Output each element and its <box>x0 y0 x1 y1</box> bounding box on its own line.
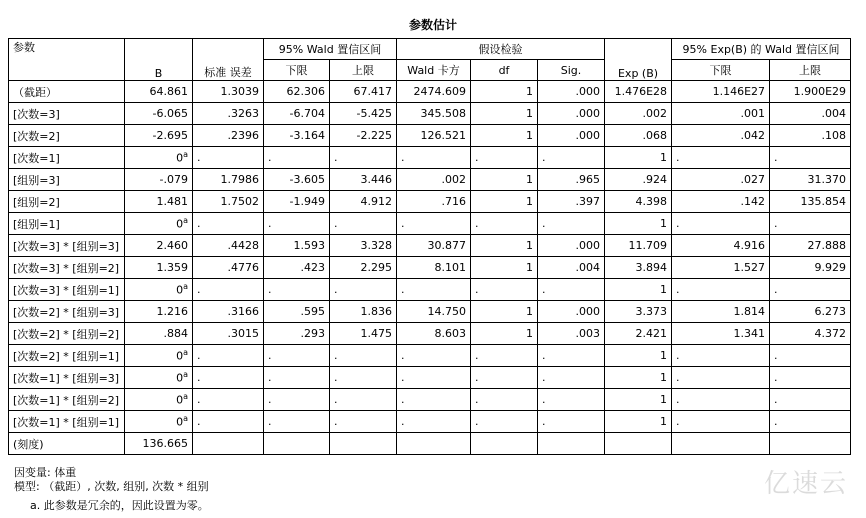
cell-ehi: 9.929 <box>770 257 851 279</box>
row-param-label: [组别=1] <box>9 213 125 235</box>
cell-se: .3015 <box>193 323 264 345</box>
cell-wald: .716 <box>397 191 471 213</box>
cell-sig: .000 <box>538 301 605 323</box>
cell-se: . <box>193 411 264 433</box>
cell-expb: 1 <box>605 345 672 367</box>
cell-hi: -5.425 <box>330 103 397 125</box>
footnote-marker: a <box>183 370 188 380</box>
cell-b: -.079 <box>125 169 193 191</box>
cell-lo: .423 <box>264 257 330 279</box>
header-test-group: 假设检验 <box>397 39 605 60</box>
cell-ehi: 1.900E29 <box>770 81 851 103</box>
cell-wald: . <box>397 213 471 235</box>
cell-expb: 2.421 <box>605 323 672 345</box>
header-ci-group: 95% Wald 置信区间 <box>264 39 397 60</box>
cell-df: 1 <box>471 103 538 125</box>
footnote-dependent: 因变量: 体重 <box>14 466 77 479</box>
footnote-model: 模型: （截距）, 次数, 组别, 次数 * 组别 <box>14 480 209 493</box>
header-wald: Wald 卡方 <box>397 60 471 81</box>
cell-wald: . <box>397 279 471 301</box>
cell-b <box>125 213 193 235</box>
cell-se: .2396 <box>193 125 264 147</box>
cell-se: 1.3039 <box>193 81 264 103</box>
cell-hi: . <box>330 411 397 433</box>
cell-df: . <box>471 213 538 235</box>
cell-value: 0 <box>176 349 184 363</box>
table-row <box>9 125 851 147</box>
table-row <box>9 235 851 257</box>
cell-sig: . <box>538 279 605 301</box>
cell-b <box>125 345 193 367</box>
table-row <box>9 279 851 301</box>
table-row <box>9 367 851 389</box>
cell-wald: 2474.609 <box>397 81 471 103</box>
cell-sig: .000 <box>538 235 605 257</box>
table-row <box>9 147 851 169</box>
cell-value: 0 <box>176 393 184 407</box>
header-b: B <box>125 39 193 81</box>
table-row <box>9 81 851 103</box>
parameter-estimates-table <box>8 38 851 455</box>
cell-sig: . <box>538 389 605 411</box>
cell-lo <box>264 433 330 455</box>
cell-b <box>125 279 193 301</box>
cell-hi: 2.295 <box>330 257 397 279</box>
cell-hi: . <box>330 213 397 235</box>
cell-value: 0 <box>176 283 184 297</box>
cell-hi: 3.328 <box>330 235 397 257</box>
cell-hi: 67.417 <box>330 81 397 103</box>
row-param-label: [次数=2] * [组别=3] <box>9 301 125 323</box>
cell-b <box>125 411 193 433</box>
cell-wald: 14.750 <box>397 301 471 323</box>
cell-lo: .595 <box>264 301 330 323</box>
cell-hi: 4.912 <box>330 191 397 213</box>
cell-wald: 126.521 <box>397 125 471 147</box>
cell-wald: .002 <box>397 169 471 191</box>
cell-ehi: . <box>770 345 851 367</box>
cell-expb <box>605 433 672 455</box>
row-param-label: [次数=3] * [组别=2] <box>9 257 125 279</box>
header-expb: Exp (B) <box>605 39 672 81</box>
cell-wald: . <box>397 147 471 169</box>
row-param-label: [次数=1] * [组别=1] <box>9 411 125 433</box>
cell-wald: 345.508 <box>397 103 471 125</box>
table-row <box>9 323 851 345</box>
cell-b: 64.861 <box>125 81 193 103</box>
cell-expb: 11.709 <box>605 235 672 257</box>
header-expci-lower: 下限 <box>672 60 770 81</box>
table-row <box>9 169 851 191</box>
cell-ehi: .108 <box>770 125 851 147</box>
cell-b: 1.481 <box>125 191 193 213</box>
cell-hi: 3.446 <box>330 169 397 191</box>
cell-df: 1 <box>471 301 538 323</box>
cell-se: .3166 <box>193 301 264 323</box>
header-expci-group: 95% Exp(B) 的 Wald 置信区间 <box>672 39 851 60</box>
cell-elo: . <box>672 367 770 389</box>
row-param-label: [次数=2] * [组别=1] <box>9 345 125 367</box>
cell-sig: .000 <box>538 81 605 103</box>
cell-expb: 1 <box>605 147 672 169</box>
cell-sig: .000 <box>538 103 605 125</box>
cell-ehi: .004 <box>770 103 851 125</box>
table-row <box>9 191 851 213</box>
cell-se: . <box>193 213 264 235</box>
cell-elo: .142 <box>672 191 770 213</box>
row-param-label: [次数=2] <box>9 125 125 147</box>
header-sig: Sig. <box>538 60 605 81</box>
cell-se: .3263 <box>193 103 264 125</box>
cell-ehi: 4.372 <box>770 323 851 345</box>
cell-hi: -2.225 <box>330 125 397 147</box>
cell-ehi: 27.888 <box>770 235 851 257</box>
cell-lo: . <box>264 345 330 367</box>
cell-ehi: . <box>770 389 851 411</box>
cell-lo: 1.593 <box>264 235 330 257</box>
cell-elo: . <box>672 411 770 433</box>
cell-lo: -3.605 <box>264 169 330 191</box>
cell-b: 2.460 <box>125 235 193 257</box>
cell-sig: . <box>538 213 605 235</box>
cell-sig: . <box>538 147 605 169</box>
cell-sig <box>538 433 605 455</box>
cell-df: 1 <box>471 81 538 103</box>
cell-sig: . <box>538 367 605 389</box>
table-row <box>9 389 851 411</box>
cell-ehi: 31.370 <box>770 169 851 191</box>
cell-b <box>125 147 193 169</box>
cell-ehi: 6.273 <box>770 301 851 323</box>
cell-se: . <box>193 147 264 169</box>
row-param-label: （截距） <box>9 81 125 103</box>
cell-elo: 1.814 <box>672 301 770 323</box>
cell-lo: . <box>264 213 330 235</box>
cell-hi: . <box>330 147 397 169</box>
row-param-label: [次数=1] * [组别=3] <box>9 367 125 389</box>
cell-hi: . <box>330 367 397 389</box>
footnote-marker: a <box>183 216 188 226</box>
cell-df: 1 <box>471 323 538 345</box>
cell-se: . <box>193 345 264 367</box>
cell-value: 0 <box>176 217 184 231</box>
cell-value: 0 <box>176 151 184 165</box>
cell-hi: . <box>330 345 397 367</box>
cell-se: . <box>193 389 264 411</box>
table-row <box>9 213 851 235</box>
cell-b <box>125 389 193 411</box>
cell-se: 1.7986 <box>193 169 264 191</box>
cell-b: 1.216 <box>125 301 193 323</box>
cell-expb: 3.894 <box>605 257 672 279</box>
cell-df: 1 <box>471 191 538 213</box>
header-df: df <box>471 60 538 81</box>
table-row <box>9 301 851 323</box>
header-ci-upper: 上限 <box>330 60 397 81</box>
header-expci-upper: 上限 <box>770 60 851 81</box>
cell-sig: . <box>538 345 605 367</box>
cell-hi: . <box>330 279 397 301</box>
cell-b: -2.695 <box>125 125 193 147</box>
cell-se: . <box>193 367 264 389</box>
footnote-marker: a <box>183 282 188 292</box>
table-row <box>9 345 851 367</box>
cell-wald: 8.101 <box>397 257 471 279</box>
cell-expb: .068 <box>605 125 672 147</box>
cell-lo: 62.306 <box>264 81 330 103</box>
cell-expb: 1.476E28 <box>605 81 672 103</box>
cell-elo: . <box>672 389 770 411</box>
cell-expb: 1 <box>605 411 672 433</box>
cell-elo: 1.146E27 <box>672 81 770 103</box>
cell-wald: 30.877 <box>397 235 471 257</box>
cell-df: . <box>471 345 538 367</box>
table-row <box>9 257 851 279</box>
cell-value: 0 <box>176 415 184 429</box>
cell-se: .4776 <box>193 257 264 279</box>
header-param: 参数 <box>9 39 125 81</box>
cell-expb: 1 <box>605 367 672 389</box>
cell-ehi: 135.854 <box>770 191 851 213</box>
cell-df: 1 <box>471 125 538 147</box>
cell-elo: .001 <box>672 103 770 125</box>
cell-lo: -3.164 <box>264 125 330 147</box>
cell-hi: 1.475 <box>330 323 397 345</box>
table-row <box>9 433 851 455</box>
cell-wald: . <box>397 345 471 367</box>
cell-sig: .397 <box>538 191 605 213</box>
cell-wald: . <box>397 389 471 411</box>
row-param-label: [次数=1] <box>9 147 125 169</box>
cell-expb: 1 <box>605 213 672 235</box>
header-ci-lower: 下限 <box>264 60 330 81</box>
header-se: 标准 误差 <box>193 39 264 81</box>
cell-b: .884 <box>125 323 193 345</box>
cell-lo: . <box>264 411 330 433</box>
cell-elo <box>672 433 770 455</box>
cell-elo: 4.916 <box>672 235 770 257</box>
row-param-label: [次数=2] * [组别=2] <box>9 323 125 345</box>
cell-sig: .000 <box>538 125 605 147</box>
row-param-label: [次数=1] * [组别=2] <box>9 389 125 411</box>
cell-elo: 1.527 <box>672 257 770 279</box>
cell-expb: 3.373 <box>605 301 672 323</box>
cell-ehi: . <box>770 367 851 389</box>
cell-wald: 8.603 <box>397 323 471 345</box>
cell-lo: .293 <box>264 323 330 345</box>
cell-elo: 1.341 <box>672 323 770 345</box>
cell-lo: . <box>264 389 330 411</box>
row-param-label: (刻度) <box>9 433 125 455</box>
footnote-marker: a <box>183 414 188 424</box>
cell-ehi <box>770 433 851 455</box>
row-param-label: [次数=3] * [组别=1] <box>9 279 125 301</box>
cell-elo: . <box>672 345 770 367</box>
cell-elo: .042 <box>672 125 770 147</box>
footnote-a: a. 此参数是冗余的，因此设置为零。 <box>30 499 209 512</box>
cell-elo: . <box>672 279 770 301</box>
cell-b: 136.665 <box>125 433 193 455</box>
cell-expb: 4.398 <box>605 191 672 213</box>
cell-se: . <box>193 279 264 301</box>
cell-sig: .003 <box>538 323 605 345</box>
cell-hi: 1.836 <box>330 301 397 323</box>
cell-sig: .004 <box>538 257 605 279</box>
watermark-logo: 亿速云 <box>763 469 848 499</box>
row-param-label: [次数=3] <box>9 103 125 125</box>
cell-se <box>193 433 264 455</box>
row-param-label: [组别=2] <box>9 191 125 213</box>
cell-se: .4428 <box>193 235 264 257</box>
cell-expb: .002 <box>605 103 672 125</box>
cell-expb: 1 <box>605 389 672 411</box>
cell-ehi: . <box>770 213 851 235</box>
table-row <box>9 103 851 125</box>
cell-df: 1 <box>471 235 538 257</box>
cell-elo: .027 <box>672 169 770 191</box>
table-title: 参数估计 <box>408 18 457 32</box>
cell-wald: . <box>397 367 471 389</box>
cell-ehi: . <box>770 147 851 169</box>
cell-lo: -1.949 <box>264 191 330 213</box>
cell-df: . <box>471 411 538 433</box>
cell-b: -6.065 <box>125 103 193 125</box>
cell-wald <box>397 433 471 455</box>
cell-b: 1.359 <box>125 257 193 279</box>
cell-elo: . <box>672 147 770 169</box>
cell-lo: . <box>264 279 330 301</box>
cell-se: 1.7502 <box>193 191 264 213</box>
cell-ehi: . <box>770 411 851 433</box>
cell-expb: .924 <box>605 169 672 191</box>
footnote-marker: a <box>183 348 188 358</box>
cell-lo: . <box>264 147 330 169</box>
cell-df <box>471 433 538 455</box>
cell-lo: -6.704 <box>264 103 330 125</box>
cell-df: . <box>471 147 538 169</box>
row-param-label: [次数=3] * [组别=3] <box>9 235 125 257</box>
cell-b <box>125 367 193 389</box>
cell-sig: .965 <box>538 169 605 191</box>
cell-elo: . <box>672 213 770 235</box>
table-body <box>9 81 851 455</box>
cell-value: 0 <box>176 371 184 385</box>
footnote-marker: a <box>183 392 188 402</box>
cell-df: . <box>471 279 538 301</box>
cell-df: . <box>471 389 538 411</box>
cell-ehi: . <box>770 279 851 301</box>
cell-df: . <box>471 367 538 389</box>
cell-df: 1 <box>471 257 538 279</box>
cell-lo: . <box>264 367 330 389</box>
cell-hi <box>330 433 397 455</box>
cell-hi: . <box>330 389 397 411</box>
footnote-marker: a <box>183 150 188 160</box>
cell-expb: 1 <box>605 279 672 301</box>
cell-wald: . <box>397 411 471 433</box>
table-row <box>9 411 851 433</box>
cell-sig: . <box>538 411 605 433</box>
row-param-label: [组别=3] <box>9 169 125 191</box>
cell-df: 1 <box>471 169 538 191</box>
